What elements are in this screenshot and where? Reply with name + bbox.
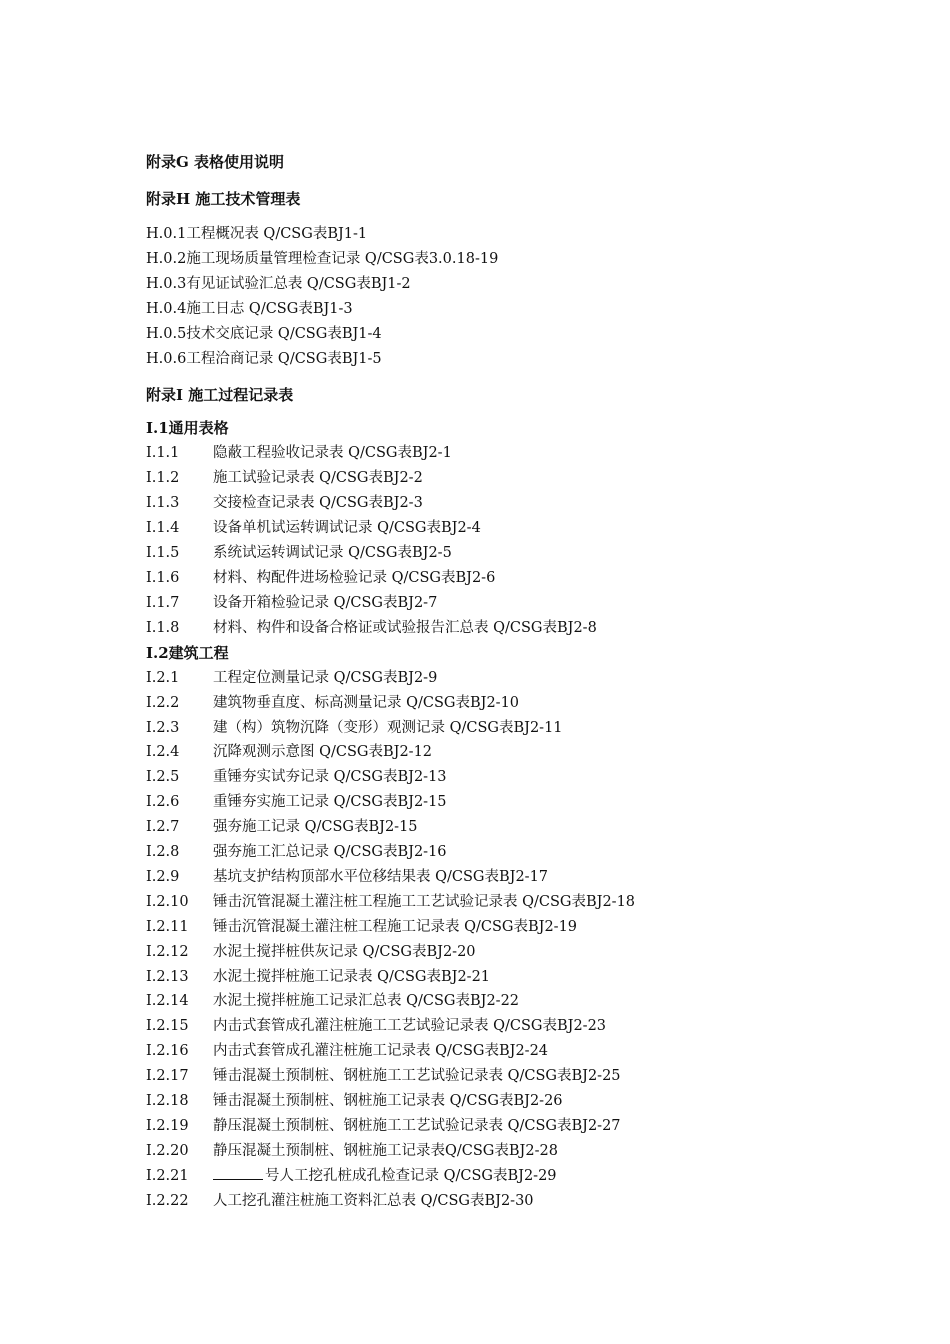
list-item <box>146 272 926 297</box>
item-text: 系统试运转调试记录 Q/CSG表BJ2-5 <box>213 545 452 562</box>
item-text: 静压混凝土预制桩、钢桩施工记录表Q/CSG表BJ2-28 <box>213 1142 558 1159</box>
item-number: I.2.21 <box>146 1167 189 1184</box>
item-text: 锤击混凝土预制桩、钢桩施工记录表 Q/CSG表BJ2-26 <box>213 1093 563 1110</box>
list-item <box>146 616 926 641</box>
item-number: I.2.5 <box>146 769 180 786</box>
list-item <box>146 865 926 890</box>
item-text: 水泥土搅拌桩供灰记录 Q/CSG表BJ2-20 <box>213 943 476 960</box>
item-number: I.1.8 <box>146 619 180 636</box>
item-text: 内击式套管成孔灌注桩施工记录表 Q/CSG表BJ2-24 <box>213 1043 549 1060</box>
list-item <box>146 466 926 491</box>
list-item <box>146 297 926 322</box>
list-item <box>146 740 926 765</box>
item-number: H.0.6 <box>146 350 187 367</box>
item-number: H.0.2 <box>146 250 187 267</box>
list-item <box>146 1189 926 1214</box>
item-text: 技术交底记录 Q/CSG表BJ1-4 <box>186 325 382 342</box>
item-number: I.2.12 <box>146 943 189 960</box>
list-item <box>146 541 926 566</box>
section-i2-title: I.2建筑工程 <box>146 643 229 662</box>
item-text: 静压混凝土预制桩、钢桩施工工艺试验记录表 Q/CSG表BJ2-27 <box>213 1118 621 1134</box>
item-text: 锤击沉管混凝土灌注桩工程施工工艺试验记录表 Q/CSG表BJ2-18 <box>213 893 636 910</box>
list-item <box>146 666 926 691</box>
item-number: I.1.6 <box>146 569 180 586</box>
list-item <box>146 840 926 865</box>
item-text: 设备单机试运转调试记录 Q/CSG表BJ2-4 <box>213 520 481 537</box>
item-number: I.2.20 <box>146 1142 189 1159</box>
item-text: 建筑物垂直度、标高测量记录 Q/CSG表BJ2-10 <box>213 694 520 711</box>
item-number: I.1.2 <box>146 470 180 487</box>
item-text: 基坑支护结构顶部水平位移结果表 Q/CSG表BJ2-17 <box>213 868 549 885</box>
appendix-h-list <box>146 222 926 371</box>
item-number: I.2.15 <box>146 1018 189 1035</box>
appendix-g-title: 附录G 表格使用说明 <box>146 153 285 171</box>
item-number: I.2.6 <box>146 794 180 811</box>
item-number: I.2.3 <box>146 719 180 736</box>
item-number: I.2.10 <box>146 893 189 910</box>
item-text: 施工试验记录表 Q/CSG表BJ2-2 <box>213 470 423 487</box>
list-item <box>146 815 926 840</box>
item-text: 工程洽商记录 Q/CSG表BJ1-5 <box>186 350 382 367</box>
fill-in-blank <box>213 1165 263 1180</box>
item-number: I.2.14 <box>146 993 189 1010</box>
item-text: 强夯施工记录 Q/CSG表BJ2-15 <box>213 819 418 836</box>
list-item <box>146 491 926 516</box>
item-number: I.2.2 <box>146 694 180 711</box>
list-item <box>146 247 926 272</box>
item-text: 工程概况表 Q/CSG表BJ1-1 <box>186 226 368 242</box>
appendix-i-title: 附录I 施工过程记录表 <box>146 386 294 405</box>
list-item <box>146 940 926 965</box>
list-item <box>146 1039 926 1064</box>
item-number: I.1.4 <box>146 520 180 537</box>
item-text: 内击式套管成孔灌注桩施工工艺试验记录表 Q/CSG表BJ2-23 <box>213 1018 607 1035</box>
list-item <box>146 322 926 347</box>
section-i1-list <box>146 441 926 640</box>
item-text: 有见证试验汇总表 Q/CSG表BJ1-2 <box>186 275 411 292</box>
list-item <box>146 765 926 790</box>
item-number: I.2.19 <box>146 1118 189 1134</box>
item-text: 沉降观测示意图 Q/CSG表BJ2-12 <box>213 744 433 761</box>
list-item <box>146 691 926 716</box>
list-item <box>146 222 926 247</box>
item-text: 建（构）筑物沉降（变形）观测记录 Q/CSG表BJ2-11 <box>213 719 563 736</box>
list-item <box>146 890 926 915</box>
item-number: I.1.3 <box>146 495 180 512</box>
item-text: 重锤夯实试夯记录 Q/CSG表BJ2-13 <box>213 769 447 786</box>
list-item <box>146 347 926 372</box>
list-item <box>146 790 926 815</box>
list-item <box>146 566 926 591</box>
list-item <box>146 1089 926 1114</box>
item-number: H.0.3 <box>146 275 187 292</box>
section-i1-title: I.1通用表格 <box>146 419 229 438</box>
list-item <box>146 1164 926 1189</box>
item-text: 强夯施工汇总记录 Q/CSG表BJ2-16 <box>213 844 447 861</box>
list-item <box>146 965 926 990</box>
item-text: 材料、构配件进场检验记录 Q/CSG表BJ2-6 <box>213 569 496 586</box>
item-number: H.0.5 <box>146 325 187 342</box>
item-text: 锤击混凝土预制桩、钢桩施工工艺试验记录表 Q/CSG表BJ2-25 <box>213 1068 621 1085</box>
item-text: 重锤夯实施工记录 Q/CSG表BJ2-15 <box>213 794 447 811</box>
item-number: I.1.7 <box>146 594 180 611</box>
item-text: 施工日志 Q/CSG表BJ1-3 <box>186 300 353 317</box>
item-text: 水泥土搅拌桩施工记录表 Q/CSG表BJ2-21 <box>213 968 491 985</box>
item-number: I.1.1 <box>146 445 180 462</box>
item-text: 隐蔽工程验收记录表 Q/CSG表BJ2-1 <box>213 445 452 462</box>
item-text: 工程定位测量记录 Q/CSG表BJ2-9 <box>213 669 438 686</box>
list-item <box>146 516 926 541</box>
item-number: I.2.1 <box>146 669 180 686</box>
item-number: H.0.1 <box>146 226 187 242</box>
item-text: 材料、构件和设备合格证或试验报告汇总表 Q/CSG表BJ2-8 <box>213 619 597 636</box>
item-number: H.0.4 <box>146 300 187 317</box>
list-item <box>146 1014 926 1039</box>
item-number: I.2.17 <box>146 1068 189 1085</box>
section-i2-list <box>146 666 926 1214</box>
item-number: I.2.7 <box>146 819 180 836</box>
list-item <box>146 1114 926 1139</box>
list-item <box>146 989 926 1014</box>
list-item <box>146 716 926 741</box>
list-item <box>146 591 926 616</box>
item-number: I.1.5 <box>146 545 180 562</box>
item-text: 锤击沉管混凝土灌注桩工程施工记录表 Q/CSG表BJ2-19 <box>213 918 578 935</box>
list-item <box>146 1139 926 1164</box>
item-number: I.2.16 <box>146 1043 189 1060</box>
item-number: I.2.9 <box>146 868 180 885</box>
item-text: 人工挖孔灌注桩施工资料汇总表 Q/CSG表BJ2-30 <box>213 1192 534 1209</box>
item-number: I.2.11 <box>146 918 189 935</box>
item-text: 交接检查记录表 Q/CSG表BJ2-3 <box>213 495 423 512</box>
list-item <box>146 1064 926 1089</box>
item-number: I.2.13 <box>146 968 189 985</box>
item-text: 号人工挖孔桩成孔检查记录 Q/CSG表BJ2-29 <box>265 1167 557 1184</box>
appendix-h-title: 附录H 施工技术管理表 <box>146 190 301 208</box>
item-number: I.2.8 <box>146 844 180 861</box>
item-text: 设备开箱检验记录 Q/CSG表BJ2-7 <box>213 594 438 611</box>
item-number: I.2.4 <box>146 744 180 761</box>
item-text: 施工现场质量管理检查记录 Q/CSG表3.0.18-19 <box>186 250 499 267</box>
item-text: 水泥土搅拌桩施工记录汇总表 Q/CSG表BJ2-22 <box>213 993 520 1010</box>
list-item <box>146 915 926 940</box>
item-number: I.2.22 <box>146 1192 189 1209</box>
list-item <box>146 441 926 466</box>
item-number: I.2.18 <box>146 1093 189 1110</box>
document-page <box>146 150 926 1214</box>
